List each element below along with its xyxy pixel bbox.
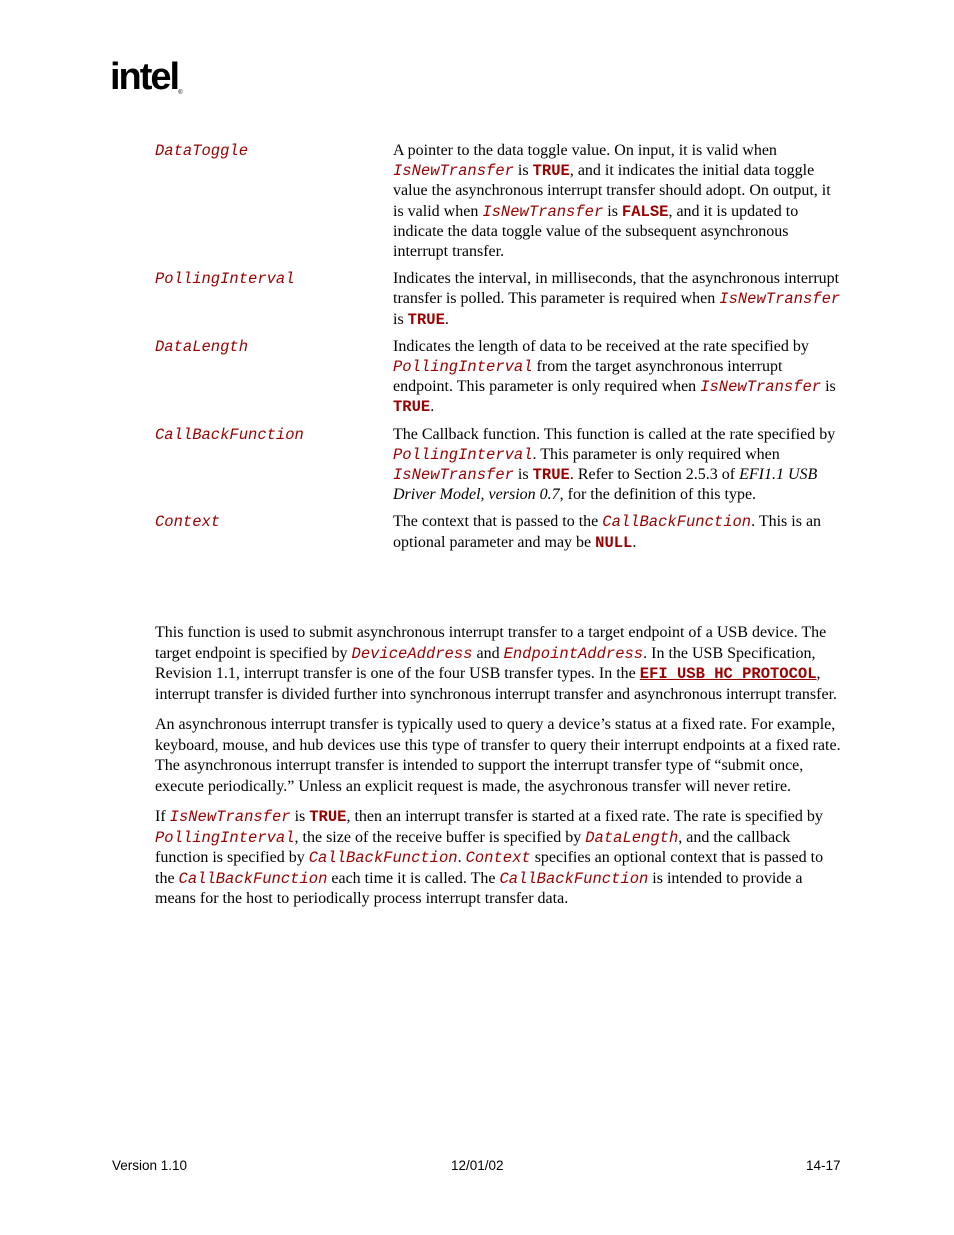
description-paragraph: This function is used to submit asynchronous interrupt transfer to a target endpoint of a USB device. The target endpoint is specified by DeviceAddress and EndpointAddress. In the USB Specification, Revision 1.1, interrupt transfer is one of the four USB transfer types. In the EFI_USB_HC_PROTOCOL, interrupt transfer is divided further into synchronous interrupt transfer and asynchronous interrupt transfer. (155, 624, 838, 703)
description-paragraph: An asynchronous interrupt transfer is typically used to query a device’s status at a fixed rate. For example, keyboard, mouse, and hub devices use this type of transfer to query their interrupt endpoints at a fixed rate. The asynchronous interrupt transfer is intended to support the interrupt transfer type of “submit once, execute periodically.” Unless an explicit request is made, the asychronous transfer will never retire. (155, 716, 841, 795)
intel-logo: intel® (110, 56, 183, 98)
param-description: A pointer to the data toggle value. On input, it is valid when IsNewTransfer is TRUE, and it indicates the initial data toggle value the asynchronous interrupt transfer should adopt. On output, it is valid when IsNewTransfer is FALSE, and it is updated to indicate the data toggle value of the subsequent asynchronous interrupt transfer. (393, 142, 831, 261)
param-row-callbackfunction (155, 425, 845, 506)
param-row-datatoggle (155, 141, 845, 262)
footer-version: Version 1.10 (112, 1158, 188, 1173)
registered-mark: ® (178, 90, 183, 96)
param-description: The Callback function. This function is called at the rate specified by PollingInterval. This parameter is only required when IsNewTransfer is TRUE. Refer to Section 2.5.3 of EFI1.1 USB Driver Model, version 0.7, for the definition of this type. (393, 425, 836, 504)
param-name: DataLength (155, 337, 249, 356)
param-row-pollinginterval (155, 269, 845, 330)
description-section (155, 623, 845, 920)
param-description: Indicates the interval, in milliseconds, that the asynchronous interrupt transfer is polled. This parameter is required when IsNewTransfer is TRUE. (393, 270, 841, 329)
param-row-datalength (155, 337, 845, 418)
param-name: Context (155, 513, 221, 532)
footer-page-number: 14-17 (806, 1158, 841, 1173)
param-row-context (155, 512, 845, 552)
parameter-table (155, 141, 845, 560)
param-name: DataToggle (155, 142, 249, 160)
param-description: Indicates the length of data to be received at the rate specified by PollingInterval from the target asynchronous interrupt endpoint. This parameter is only required when IsNewTransfer is TRUE. (393, 337, 836, 417)
param-name: CallBackFunction (155, 425, 304, 444)
efi-usb-hc-protocol-link[interactable]: EFI_USB_HC_PROTOCOL (639, 665, 817, 683)
description-paragraph: If IsNewTransfer is TRUE, then an interrupt transfer is started at a fixed rate. The rate is specified by PollingInterval, the size of the receive buffer is specified by DataLength, and the callback function is specified by CallBackFunction. Context specifies an optional context that is passed to the CallBackFunction each time it is called. The CallBackFunction is intended to provide a means for the host to periodically process interrupt transfer data. (155, 808, 824, 907)
param-name: PollingInterval (155, 270, 295, 289)
footer-date: 12/01/02 (451, 1158, 504, 1173)
param-description: The context that is passed to the CallBackFunction. This is an optional parameter and may be NULL. (393, 513, 822, 552)
